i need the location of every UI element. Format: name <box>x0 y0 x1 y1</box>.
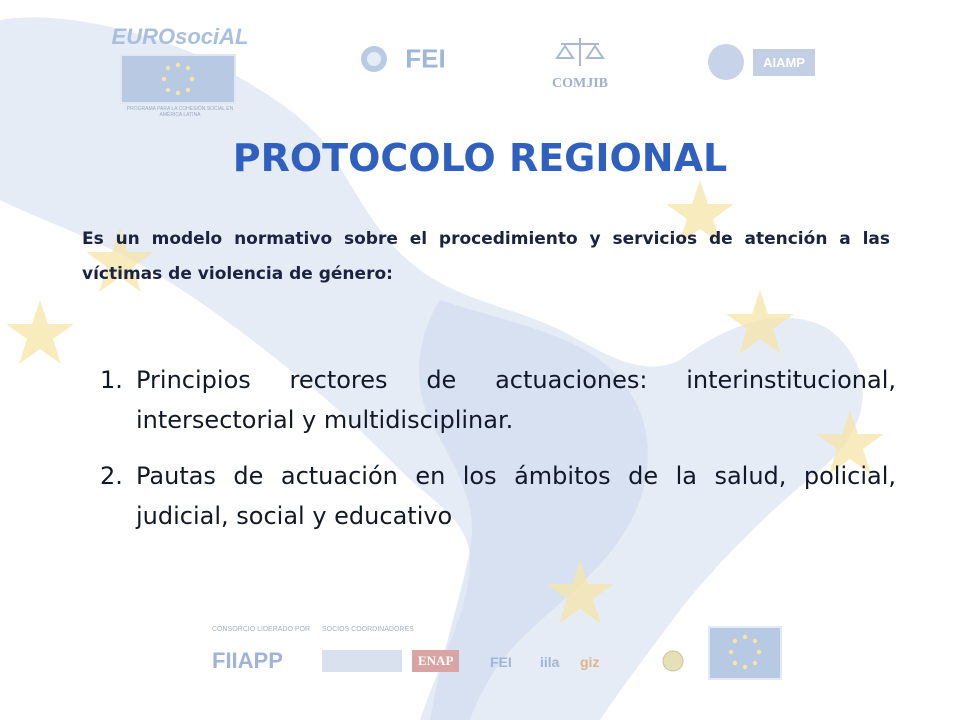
intro-text: Es un modelo normativo sobre el procedimiento y servicios de atención a las víctimas de violencia de género: <box>82 229 890 284</box>
comjib-label: COMJIB <box>552 76 608 91</box>
list-item-text: Pautas de actuación en los ámbitos de la salud, policial, judicial, social y educativo <box>136 462 896 530</box>
fei-label: FEI <box>405 43 446 74</box>
scales-icon <box>555 36 605 70</box>
aiamp-emblem-icon <box>708 44 744 80</box>
seal-icon <box>662 650 684 672</box>
points-list <box>100 360 896 552</box>
list-item <box>100 360 896 440</box>
eurosocial-logo <box>110 10 250 122</box>
list-item <box>100 456 896 536</box>
fei-logo <box>358 42 446 75</box>
aiamp-logo <box>708 44 815 80</box>
slide-title: PROTOCOLO REGIONAL <box>232 136 728 180</box>
partner-logo-box <box>322 650 402 672</box>
fiiapp-logo: FIIAPP <box>212 648 283 673</box>
aiamp-label: AIAMP <box>753 49 815 76</box>
list-item-text: Principios rectores de actuaciones: interinstitucional, intersectorial y multidisciplinar. <box>136 366 896 434</box>
iila-logo: iila <box>540 654 560 670</box>
fei-globe-icon <box>358 44 398 74</box>
eurosocial-caption: PROGRAMA PARA LA COHESIÓN SOCIAL EN AMÉRICA LATINA <box>126 106 234 118</box>
fei-footer-logo: FEI <box>490 654 512 670</box>
eu-flag-icon <box>708 626 782 680</box>
eurosocial-wordmark: EUROsociAL <box>111 24 249 49</box>
enap-logo: ENAP <box>412 650 459 672</box>
list-item-number: 1. <box>100 366 123 394</box>
partners-strip <box>210 620 810 720</box>
partners-caption: SOCIOS COORDINADORES <box>322 626 414 633</box>
consortium-caption: CONSORCIO LIDERADO POR <box>212 626 311 633</box>
list-item-number: 2. <box>100 462 123 490</box>
giz-logo: giz <box>580 654 600 670</box>
comjib-logo <box>540 36 620 92</box>
eu-flag-icon <box>120 54 236 104</box>
